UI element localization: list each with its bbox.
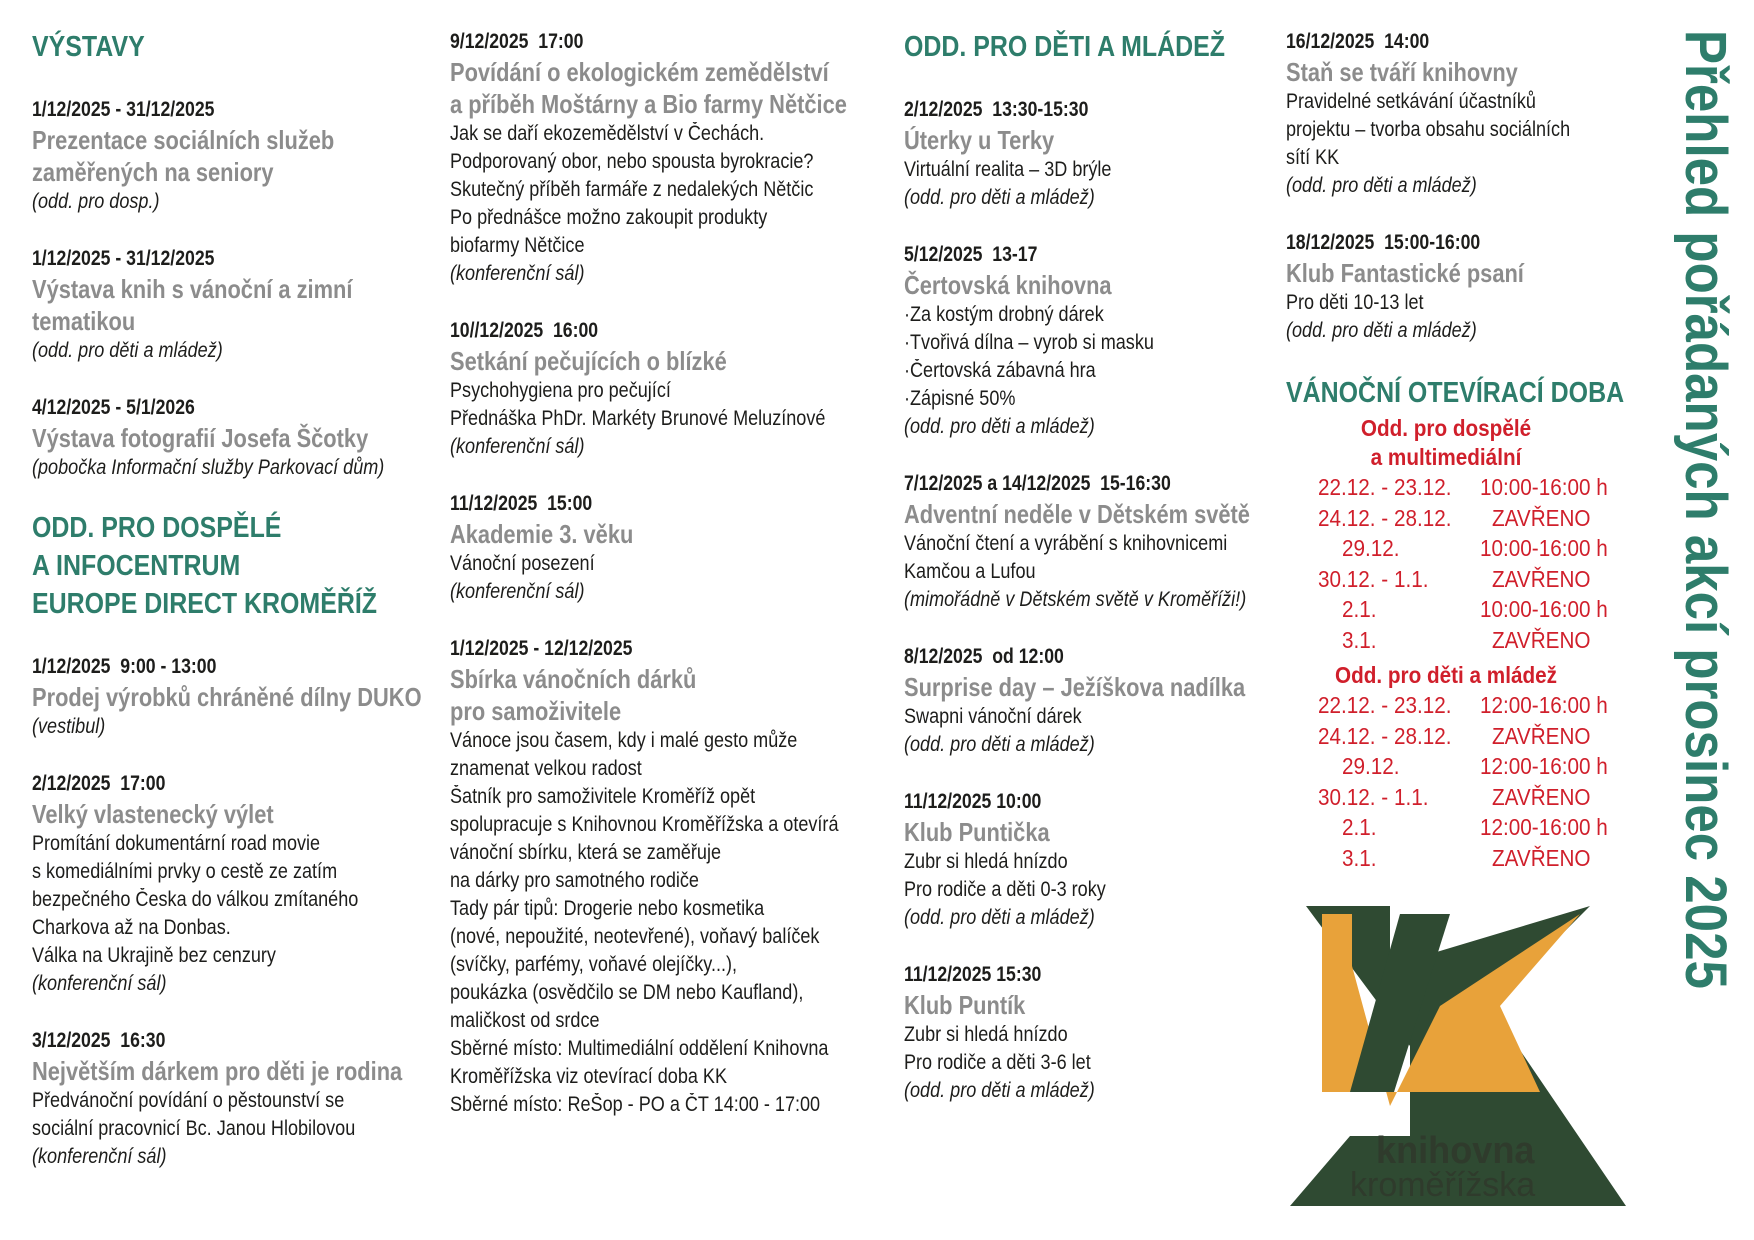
event-date: 9/12/2025 17:00 [450, 30, 584, 53]
event-location: (konferenční sál) [450, 435, 585, 458]
event-title: tematikou [32, 306, 136, 336]
hours-row [1286, 843, 1606, 874]
hours-time: ZAVŘENO [1492, 783, 1591, 810]
event-title: Klub Fantastické psaní [1286, 258, 1524, 288]
event-description: Vánoce jsou časem, kdy i malé gesto může [450, 729, 798, 752]
event-description: na dárky pro samotného rodiče [450, 869, 699, 892]
event-description: Skutečný příběh farmáře z nedalekých Nětčic [450, 178, 814, 201]
event-description: Tady pár tipů: Drogerie nebo kosmetika [450, 897, 765, 920]
hours-group [1286, 414, 1646, 655]
event-description: Pro rodiče a děti 3-6 let [904, 1051, 1091, 1074]
event-description: projektu – tvorba obsahu sociálních [1286, 118, 1571, 141]
hours-time: ZAVŘENO [1492, 504, 1591, 531]
event-date: 11/12/2025 15:00 [450, 492, 593, 515]
event-description: ·Za kostým drobný dárek [904, 303, 1104, 326]
event-title: pro samoživitele [450, 696, 622, 726]
hours-time: 10:00-16:00 h [1480, 474, 1608, 500]
event-item [904, 241, 1294, 441]
event-item [32, 770, 432, 998]
event-location: (mimořádně v Dětském světě v Kroměříži!) [904, 588, 1247, 611]
event-location: (konferenční sál) [450, 262, 585, 285]
opening-hours [1286, 414, 1646, 873]
event-description: Zubr si hledá hnízdo [904, 850, 1068, 873]
hours-days: 3.1. [1342, 844, 1377, 871]
hours-row [1286, 564, 1606, 595]
event-description: (nové, nepoužité, neotevřené), voňavý balíček [450, 925, 820, 948]
event-title: Povídání o ekologickém zemědělství [450, 57, 829, 87]
column-1 [32, 28, 432, 1200]
event-description: Swapni vánoční dárek [904, 705, 1082, 728]
event-date: 1/12/2025 9:00 - 13:00 [32, 655, 217, 678]
hours-row [1286, 812, 1606, 843]
hours-days: 24.12. - 28.12. [1318, 722, 1452, 749]
event-item [904, 961, 1294, 1105]
hours-group-heading: Odd. pro děti a mládež [1335, 662, 1557, 688]
event-location: (odd. pro děti a mládež) [904, 1079, 1095, 1102]
hours-days: 24.12. - 28.12. [1318, 504, 1452, 531]
col3-events [904, 96, 1294, 1105]
event-description: Vánoční čtení a vyrábění s knihovnicemi [904, 532, 1228, 555]
hours-row [1286, 472, 1606, 503]
event-title: zaměřených na seniory [32, 157, 274, 187]
event-location: (konferenční sál) [32, 972, 167, 995]
event-title: Výstava fotografií Josefa Ščotky [32, 423, 369, 453]
event-location: (odd. pro děti a mládež) [1286, 319, 1477, 342]
col2-events [450, 28, 890, 1119]
event-location: (pobočka Informační služby Parkovací dům) [32, 456, 385, 479]
event-date: 10//12/2025 16:00 [450, 319, 599, 342]
event-description: Sběrné místo: Multimediální oddělení Knihovna [450, 1037, 829, 1060]
event-description: Jak se daří ekozemědělství v Čechách. [450, 122, 765, 145]
logo-wordmark-knihovna: knihovna [1376, 1130, 1535, 1172]
event-title: Akademie 3. věku [450, 519, 634, 549]
event-date: 4/12/2025 - 5/1/2026 [32, 396, 195, 419]
event-item [32, 245, 432, 365]
event-date: 8/12/2025 od 12:00 [904, 645, 1064, 668]
event-description: biofarmy Nětčice [450, 234, 585, 257]
event-date: 2/12/2025 17:00 [32, 772, 166, 795]
event-description: spolupracuje s Knihovnou Kroměřížska a otevírá [450, 813, 839, 836]
event-description: maličkost od srdce [450, 1009, 600, 1032]
event-description: Sběrné místo: ReŠop - PO a ČT 14:00 - 17:00 [450, 1093, 821, 1116]
hours-title: VÁNOČNÍ OTEVÍRACÍ DOBA [1286, 377, 1625, 409]
dosp-events [32, 653, 432, 1171]
column-3 [904, 28, 1294, 1134]
event-description: Šatník pro samoživitele Kroměříž opět [450, 785, 756, 808]
logo-wordmark-kromerizska: kroměřížska [1350, 1166, 1536, 1204]
event-description: Předvánoční povídání o pěstounství se [32, 1089, 345, 1112]
event-description: vánoční sbírku, která se zaměřuje [450, 841, 722, 864]
hours-group-heading: Odd. pro dospělé [1360, 415, 1532, 441]
event-title: Prodej výrobků chráněné dílny DUKO [32, 682, 422, 712]
hours-time: ZAVŘENO [1492, 626, 1591, 653]
hours-days: 3.1. [1342, 626, 1377, 653]
event-title: Čertovská knihovna [904, 270, 1112, 300]
event-description: Charkova až na Donbas. [32, 916, 231, 939]
page-title-vertical: Přehled pořádaných akcí prosinec 2025 [1673, 30, 1738, 989]
event-description: Pro rodiče a děti 0-3 roky [904, 878, 1106, 901]
col4-events [1286, 28, 1646, 345]
event-title: Výstava knih s vánoční a zimní [32, 274, 353, 304]
hours-time: 10:00-16:00 h [1480, 596, 1608, 622]
hours-group [1286, 661, 1646, 873]
event-date: 11/12/2025 10:00 [904, 790, 1042, 813]
event-item [904, 470, 1294, 614]
hours-row [1286, 782, 1606, 813]
event-title: Největším dárkem pro děti je rodina [32, 1056, 403, 1086]
hours-days: 29.12. [1342, 753, 1400, 779]
event-description: znamenat velkou radost [450, 757, 642, 780]
hours-time: 10:00-16:00 h [1480, 535, 1608, 561]
event-description: Kamčou a Lufou [904, 560, 1036, 583]
event-description: bezpečného Česka do válkou zmítaného [32, 888, 359, 911]
event-item [450, 28, 890, 288]
event-item [904, 788, 1294, 932]
event-item [1286, 28, 1646, 200]
hours-group-heading: a multimediální [1370, 444, 1522, 470]
event-description: (svíčky, parfémy, voňavé olejíčky...), [450, 953, 738, 976]
event-date: 3/12/2025 16:30 [32, 1029, 166, 1052]
hours-row [1286, 721, 1606, 752]
event-date: 1/12/2025 - 31/12/2025 [32, 247, 215, 270]
event-item [904, 643, 1294, 759]
event-location: (odd. pro děti a mládež) [32, 339, 223, 362]
column-4 [1286, 28, 1646, 873]
hours-days: 22.12. - 23.12. [1318, 692, 1452, 718]
event-date: 7/12/2025 a 14/12/2025 15-16:30 [904, 472, 1171, 495]
event-description: Kroměřížska viz otevírací doba KK [450, 1065, 728, 1088]
event-date: 1/12/2025 - 12/12/2025 [450, 637, 633, 660]
event-description: Podporovaný obor, nebo spousta byrokracie? [450, 150, 814, 173]
event-title: Staň se tváří knihovny [1286, 57, 1518, 87]
hours-time: ZAVŘENO [1492, 565, 1591, 592]
event-date: 18/12/2025 15:00-16:00 [1286, 231, 1481, 254]
event-title: Klub Puntík [904, 990, 1026, 1020]
event-item [450, 635, 890, 1119]
event-title: Klub Puntička [904, 817, 1050, 847]
column-2 [450, 28, 890, 1148]
event-date: 11/12/2025 15:30 [904, 963, 1042, 986]
event-description: Pravidelné setkávání účastníků [1286, 90, 1536, 113]
hours-time: ZAVŘENO [1492, 844, 1591, 871]
hours-days: 29.12. [1342, 535, 1400, 561]
hours-days: 2.1. [1342, 814, 1377, 840]
event-description: Zubr si hledá hnízdo [904, 1023, 1068, 1046]
hours-time: ZAVŘENO [1492, 722, 1591, 749]
event-title: Úterky u Terky [904, 125, 1055, 155]
event-location: (odd. pro děti a mládež) [1286, 174, 1477, 197]
event-description: Přednáška PhDr. Markéty Brunové Meluzínové [450, 407, 826, 430]
event-description: ·Tvořivá dílna – vyrob si masku [904, 331, 1154, 354]
hours-row [1286, 533, 1606, 564]
event-description: s komediálními prvky o cestě ze zatím [32, 860, 338, 883]
hours-row [1286, 690, 1606, 721]
event-description: ·Čertovská zábavná hra [904, 359, 1096, 382]
event-item [450, 490, 890, 606]
event-item [904, 96, 1294, 212]
dosp-section-heading: ODD. PRO DOSPĚLÉ A INFOCENTRUM EUROPE DIRECT KROMĚŘÍŽ [32, 512, 378, 620]
event-item [32, 96, 432, 216]
hours-row [1286, 503, 1606, 534]
event-item [32, 1027, 432, 1171]
event-description: Pro děti 10-13 let [1286, 291, 1424, 314]
event-date: 1/12/2025 - 31/12/2025 [32, 98, 215, 121]
hours-days: 30.12. - 1.1. [1318, 783, 1429, 810]
event-date: 2/12/2025 13:30-15:30 [904, 98, 1089, 121]
vystavy-section-heading: VÝSTAVY [32, 31, 145, 63]
event-description: Psychohygiena pro pečující [450, 379, 671, 402]
event-location: (odd. pro děti a mládež) [904, 906, 1095, 929]
event-title: Velký vlastenecký výlet [32, 799, 274, 829]
event-description: ·Zápisné 50% [904, 387, 1016, 410]
event-title: Sbírka vánočních dárků [450, 664, 697, 694]
event-description: poukázka (osvědčilo se DM nebo Kaufland), [450, 981, 804, 1004]
hours-days: 30.12. - 1.1. [1318, 565, 1429, 592]
hours-row [1286, 751, 1606, 782]
hours-time: 12:00-16:00 h [1480, 753, 1608, 779]
event-title: Adventní neděle v Dětském světě [904, 499, 1250, 529]
event-description: Virtuální realita – 3D brýle [904, 158, 1112, 181]
hours-row [1286, 594, 1606, 625]
event-description: sítí KK [1286, 146, 1340, 169]
event-title: Surprise day – Ježíškova nadílka [904, 672, 1246, 702]
event-title: a příběh Moštárny a Bio farmy Nětčice [450, 89, 847, 119]
hours-time: 12:00-16:00 h [1480, 692, 1608, 718]
vystavy-events [32, 96, 432, 482]
event-location: (konferenční sál) [450, 580, 585, 603]
deti-section-heading: ODD. PRO DĚTI A MLÁDEŽ [904, 31, 1225, 63]
hours-time: 12:00-16:00 h [1480, 814, 1608, 840]
event-item [1286, 229, 1646, 345]
event-location: (odd. pro děti a mládež) [904, 186, 1095, 209]
event-location: (odd. pro děti a mládež) [904, 415, 1095, 438]
event-date: 5/12/2025 13-17 [904, 243, 1038, 266]
event-description: Válka na Ukrajině bez cenzury [32, 944, 276, 967]
event-date: 16/12/2025 14:00 [1286, 30, 1430, 53]
event-location: (vestibul) [32, 715, 106, 738]
event-item [450, 317, 890, 461]
event-location: (konferenční sál) [32, 1145, 167, 1168]
event-title: Setkání pečujících o blízké [450, 346, 727, 376]
event-title: Prezentace sociálních služeb [32, 125, 335, 155]
event-description: sociální pracovnicí Bc. Janou Hlobilovou [32, 1117, 356, 1140]
hours-row [1286, 625, 1606, 656]
event-item [32, 653, 432, 741]
event-location: (odd. pro děti a mládež) [904, 733, 1095, 756]
event-item [32, 394, 432, 482]
event-location: (odd. pro dosp.) [32, 190, 160, 213]
event-description: Po přednášce možno zakoupit produkty [450, 206, 768, 229]
hours-days: 2.1. [1342, 596, 1377, 622]
event-description: Vánoční posezení [450, 552, 595, 575]
event-description: Promítání dokumentární road movie [32, 832, 321, 855]
hours-days: 22.12. - 23.12. [1318, 474, 1452, 500]
